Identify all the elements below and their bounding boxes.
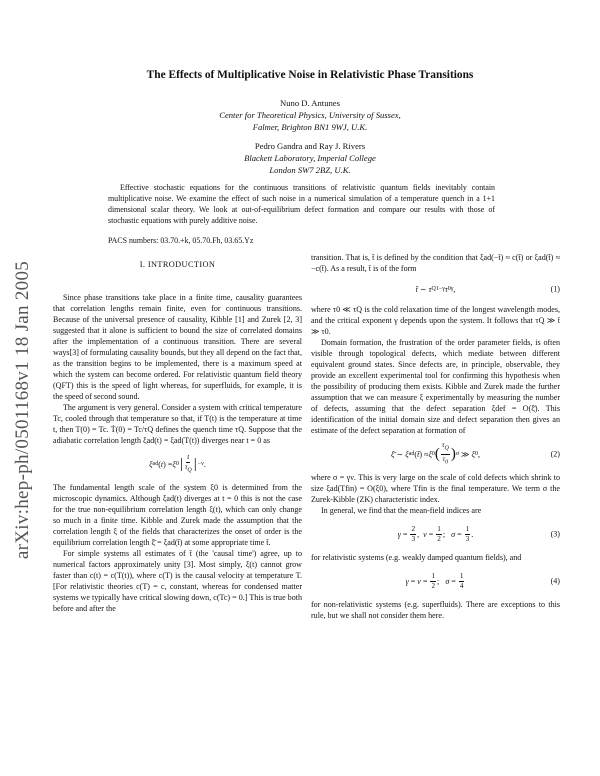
paragraph: where τ0 ≪ τQ is the cold relaxation time of the longest wavelength modes, and the critical exponent γ depends upon the system. It follows that τQ ≫ t̄ ≫ τ0. <box>311 305 560 336</box>
paragraph: For simple systems all estimates of t̄ (the 'causal time') agree, up to numerical factors approximately unity [3]. Most simply, ξ(t) cannot grow faster than c(t) = c(T(t)), where c(T) is the causal velocity at temperature T.[For relativistic theories c(T) = c, constant, whereas for condensed matter systems we typically have critical slowing down, c(Tc) = 0.] This is true both before and after the <box>53 549 302 613</box>
paragraph: for non-relativistic systems (e.g. superfluids). There are exceptions to this rule, but we shall not consider them here. <box>311 600 560 620</box>
affiliation-line: Falmer, Brighton BN1 9WJ, U.K. <box>252 122 368 132</box>
pacs-numbers: PACS numbers: 03.70.+k, 05.70.Fh, 03.65.Yz <box>108 236 254 245</box>
abstract-text: Effective stochastic equations for the continuous transitions of relativistic quantum fields inevitably contain multiplicative noise. We examine the effect of such noise in a numerical simulation of a temperature quench in a 1+1 dimensional scalar theory. We look at out-of-equilibrium defect formation and compare our results with those of stochastic equations with purely additive noise. <box>108 183 495 225</box>
author-block-2 <box>60 140 560 176</box>
paragraph: for relativistic systems (e.g. weakly damped quantum fields), and <box>311 553 522 562</box>
equation-4: γ = ν = $\frac{1}{2}$ ; σ = $\frac{1}{4}$ (4) <box>405 571 560 590</box>
equation-number: (3) <box>550 529 560 539</box>
equation-number: (1) <box>550 284 560 294</box>
paragraph: transition. That is, t̄ is defined by the condition that ξad(−t̄) ≈ c(t̄) or ξad(t̄) ≈ −c(t̄). As a result, t̄ is of the form <box>311 253 560 273</box>
equation-number: (4) <box>550 576 560 586</box>
paper-title: The Effects of Multiplicative Noise in Relativistic Phase Transitions <box>146 69 474 81</box>
arxiv-id: arXiv:hep-ph/0501168v1 18 Jan 2005 <box>12 260 33 560</box>
equation-correlation-length: ξ ad ( t ) = ξ 0 | $\frac{t}{\tau_Q}$ | −ν . <box>149 452 206 474</box>
paragraph: The fundamental length scale of the system ξ0 is determined from the microscopic dynamics. Although ξad(t) diverges at t = 0 this is not the case for the true non-equilibrium correlation length ξ(t), which can only change so much in a finite time. Kibble and Zurek made the assumption that the correlation length ξ of the fields that characterizes the onset of order is the equilibrium correlation length ξ̄ = ξad(t̄) at some appropriate time t̄. <box>53 483 302 547</box>
paragraph: The argument is very general. Consider a system with critical temperature Tc, cooled through that temperature so that, if T(t) is the temperature at time t, then T(0) = Tc. Ṫ(0) = Tc/τQ defines the quench time τQ. Suppose that the adiabatic correlation length ξad(t) = ξad(T(t)) diverges near t = 0 as <box>53 403 302 445</box>
abstract <box>108 182 495 226</box>
right-column <box>311 252 560 621</box>
left-column <box>53 253 302 614</box>
author-name: Nuno D. Antunes <box>280 98 340 108</box>
affiliation-line: Center for Theoretical Physics, University of Sussex, <box>219 110 401 120</box>
author-block-1 <box>60 97 560 133</box>
paragraph: Domain formation, the frustration of the order parameter fields, is often visible through topological defects, which mediate between different equivalent ground states. Since defects are, in principle, observable, they provide an excellent experimental tool for confirming this hypothesis when the possibility of producing them exists. Kibble and Zurek made the further assumption that we can measure ξ experimentally by measuring the number of defects, assuming that the defect separation ξdef = O(ξ̄). This identification of the initial domain size and defect separation then gives an estimate of the defect separation at formation of <box>311 338 560 435</box>
arxiv-stamp <box>8 230 38 590</box>
author-name: Pedro Gandra and Ray J. Rivers <box>254 141 366 151</box>
paragraph: In general, we find that the mean-field indices are <box>321 506 482 515</box>
affiliation-line: London SW7 2BZ, U.K. <box>269 165 351 175</box>
equation-1: t̄ ∼ τ Q 1−γ τ 0 γ , (1) <box>415 284 560 294</box>
paragraph: Since phase transitions take place in a finite time, causality guarantees that correlation lengths remain finite, even for continuous transitions. Because of the universal presence of causality, Kibble [1] and Zurek [2, 3] suggested that it alone is sufficient to bound the size of correlated domains after the implementation of a continuous transition. There are several ways[3] of formulating causality bounds, but they all depend on the fact that, as the transition begins to be implemented, there is a maximum speed at which the system can become ordered. For relativistic quantum field theory (QFT) this is the speed of light whereas, for superfluids, for example, it is the speed of second sound. <box>53 293 302 401</box>
paragraph: where σ = γν. This is very large on the scale of cold defects which shrink to size ξad(Tfin) = O(ξ0), where Tfin is the final temperature. We term σ the Zurek-Kibble (ZK) characteristic index. <box>311 473 560 504</box>
equation-3: γ = $\frac{2}{3}$ , ν = $\frac{1}{2}$ ; σ = $\frac{1}{3}$ . (3) <box>397 524 560 543</box>
affiliation-line: Blackett Laboratory, Imperial College <box>244 153 376 163</box>
equation-2: ξ̄ ∼ ξ ad ( t̄ ) ≈ ξ 0 ( $\frac{\tau_Q}{\tau_0}$ ) σ ≫ ξ 0 , (2) <box>391 441 560 465</box>
equation-number: (2) <box>550 449 560 459</box>
section-heading: I. INTRODUCTION <box>139 260 216 269</box>
